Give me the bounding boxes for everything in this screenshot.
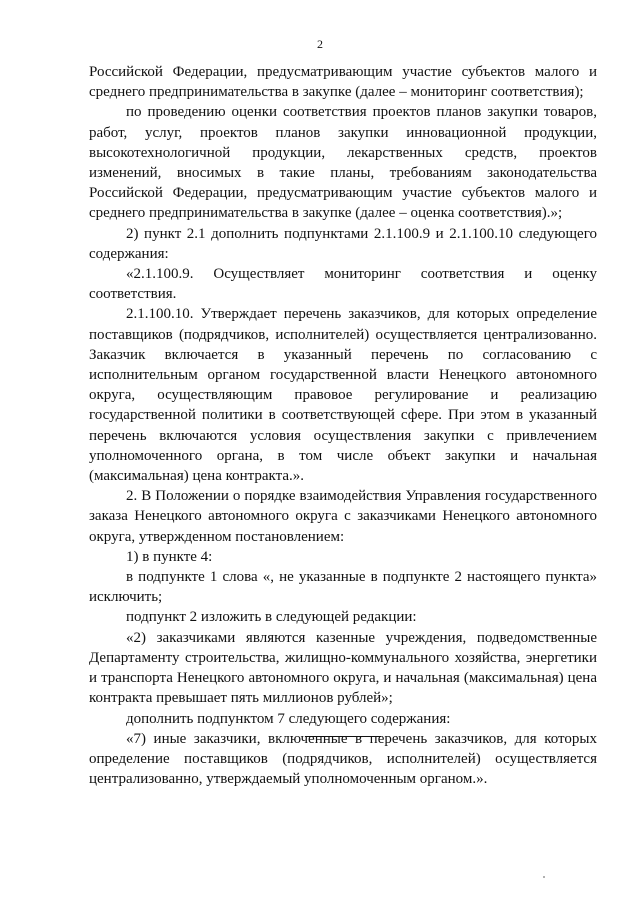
paragraph-10: «2) заказчиками являются казенные учреждения, подведомственные Департаменту строительства, жилищно-коммунального хозяйства, энергетики и транспорта Ненецкого автономного округа, и начальная (максимальная) цена контракта превышает пять миллионов рублей»; xyxy=(89,629,597,707)
paragraph-11: дополнить подпунктом 7 следующего содержания: xyxy=(126,710,451,727)
paragraph-1: Российской Федерации, предусматривающим участие субъектов малого и среднего предпринимательства в закупке (далее – мониторинг соответствия); xyxy=(89,64,597,101)
page-number: 2 xyxy=(317,37,323,51)
scan-speck xyxy=(543,876,545,878)
paragraph-8: в подпункте 1 слова «, не указанные в подпункте 2 настоящего пункта» исключить; xyxy=(89,569,597,606)
paragraph-3: 2) пункт 2.1 дополнить подпунктами 2.1.100.9 и 2.1.100.10 следующего содержания: xyxy=(89,225,597,262)
paragraph-2: по проведению оценки соответствия проектов планов закупки товаров, работ, услуг, проектов планов закупки инновационной продукции, высокотехнологичной продукции, лекарственных средств, проектов изменений, вносимых в такие планы, требованиям законодательства Российской Федерации, предусматривающим участие субъектов малого и среднего предпринимательства в закупке (далее – оценка соответствия).»; xyxy=(89,104,597,222)
paragraph-7: 1) в пункте 4: xyxy=(126,548,213,565)
document-body xyxy=(89,62,597,789)
paragraph-5: 2.1.100.10. Утверждает перечень заказчиков, для которых определение поставщиков (подрядчиков, исполнителей) осуществляется централизованно. Заказчик включается в указанный перечень по согласованию с исполнительным органом государственной власти Ненецкого автономного округа, осуществляющим правовое регулирование и реализацию государственной политики в соответствующей сфере. При этом в указанный перечень включаются условия осуществления закупки с привлечением уполномоченного органа, в том числе объект закупки и начальная (максимальная) цена контракта.». xyxy=(89,306,597,485)
paragraph-6: 2. В Положении о порядке взаимодействия Управления государственного заказа Ненецкого автономного округа с заказчиками Ненецкого автономного округа, утвержденном постановлением: xyxy=(89,488,597,545)
paragraph-12: «7) иные заказчики, включенные в перечень заказчиков, для которых определение поставщиков (подрядчиков, исполнителей) осуществляется централизованно, утверждаемый уполномоченным органом.». xyxy=(89,730,597,788)
closing-rule-divider xyxy=(305,736,381,737)
paragraph-9: подпункт 2 изложить в следующей редакции: xyxy=(126,609,417,626)
paragraph-4: «2.1.100.9. Осуществляет мониторинг соответствия и оценку соответствия. xyxy=(89,266,597,303)
